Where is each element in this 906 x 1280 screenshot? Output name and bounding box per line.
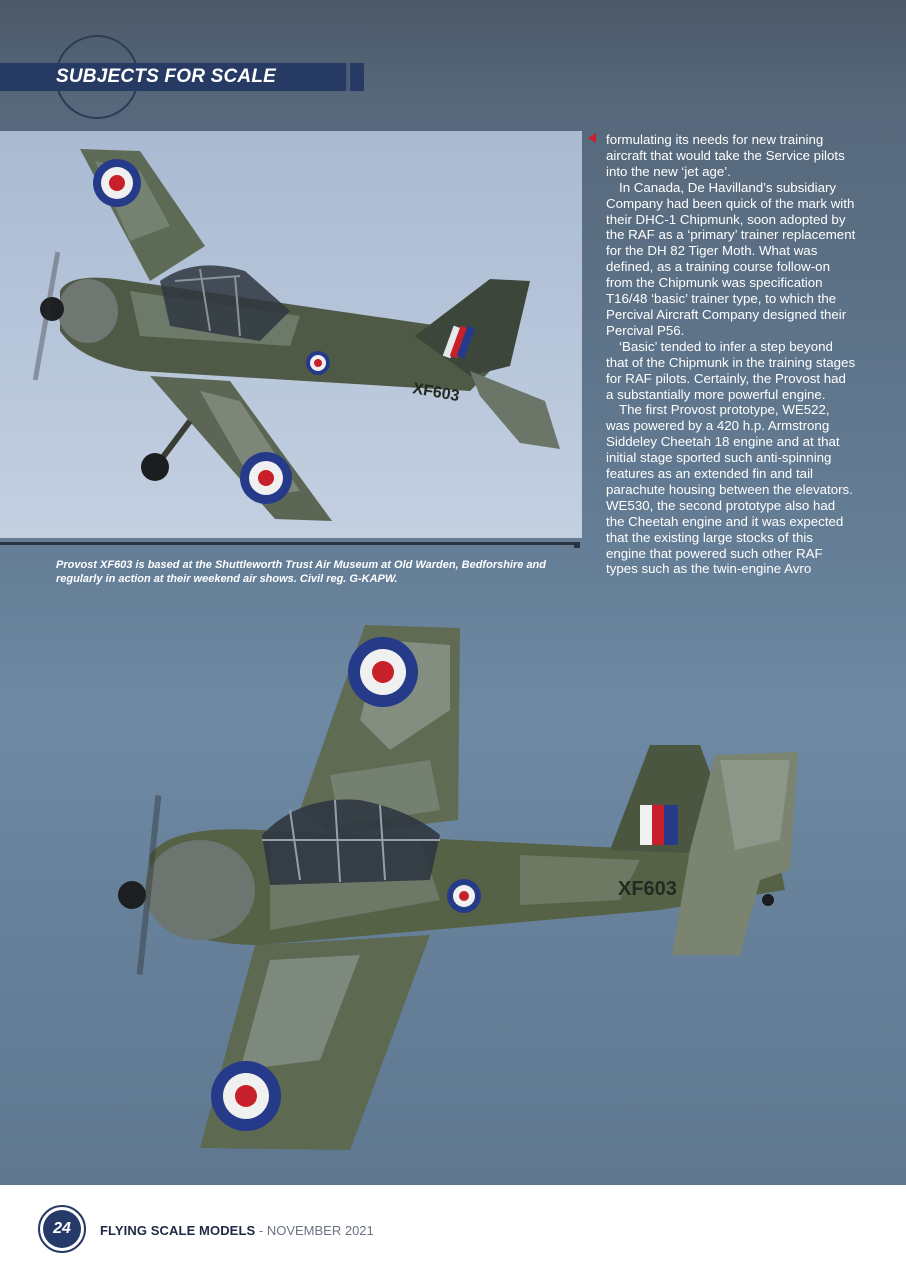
section-title: SUBJECTS FOR SCALE — [56, 66, 277, 87]
top-photo-registration: XF603 — [411, 380, 461, 406]
article-paragraph: ‘Basic’ tended to infer a step beyond that of the Chipmunk in the training stages for RAF pilots. Certainly, the Provost had a substantially more powerful engine. — [606, 338, 856, 402]
header-bar-divider — [346, 63, 349, 91]
page-number: 24 — [43, 1210, 81, 1248]
continuation-arrow-icon — [588, 133, 596, 143]
magazine-title: FLYING SCALE MODELS — [100, 1223, 256, 1238]
bottom-photo-registration: XF603 — [618, 878, 677, 900]
photo-caption: Provost XF603 is based at the Shuttleworth Trust Air Museum at Old Warden, Bedforshire and regularly in action at their weekend air shows. Civil reg. G-KAPW. — [56, 559, 546, 585]
top-aircraft-photo — [0, 131, 582, 538]
article-body — [606, 132, 856, 577]
bottom-aircraft-photo — [0, 600, 906, 1185]
airplane-photo-icon — [0, 131, 582, 538]
header-bar-end-block — [350, 63, 364, 91]
article-paragraph: The first Provost prototype, WE522, was powered by a 420 h.p. Armstrong Siddeley Cheetah 18 engine and at that initial stage sported such anti-spinning features as an extended fin and tail parachute housing between the elevators. WE530, the second prototype also had the Cheetah engine and it was expected that the existing large stocks of this engine that powered such other RAF types such as the twin-engine Avro — [606, 402, 853, 577]
issue-date: NOVEMBER 2021 — [266, 1223, 374, 1238]
caption-rule — [0, 542, 574, 545]
article-paragraph: In Canada, De Havilland’s subsidiary Company had been quick of the mark with their DHC-1 Chipmunk, soon adopted by the RAF as a ‘primary’ trainer replacement for the DH 82 Tiger Moth. What was defined, as a training course follow-on from the Chipmunk was specification T16/48 ‘basic’ trainer type, to which the Percival Aircraft Company designed their Percival P56. — [606, 179, 856, 338]
airplane-photo-icon — [0, 600, 906, 1185]
footer-folio — [100, 1223, 374, 1238]
article-paragraph: formulating its needs for new training aircraft that would take the Service pilots into the new ‘jet age’. — [606, 132, 845, 179]
caption-rule-end — [574, 542, 580, 548]
footer-separator: - — [255, 1223, 267, 1238]
